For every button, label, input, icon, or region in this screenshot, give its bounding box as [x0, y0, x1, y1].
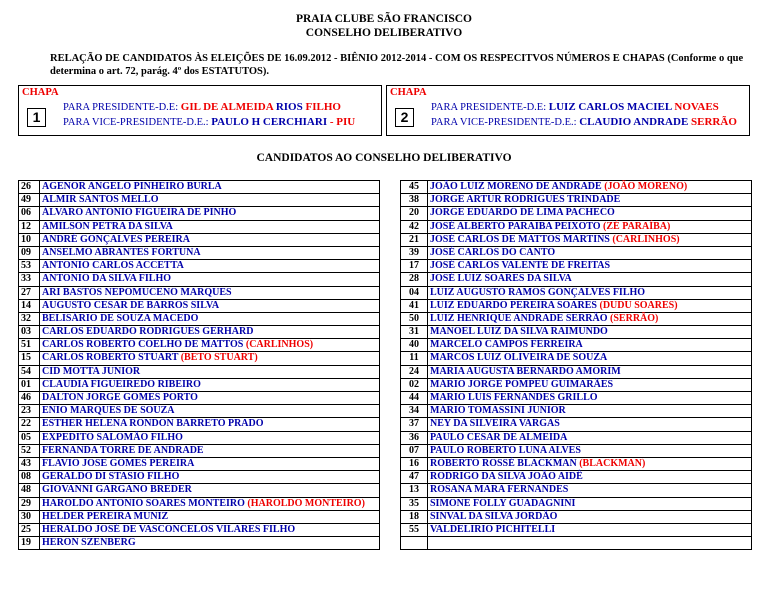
- candidate-number: 41: [401, 299, 428, 312]
- candidate-number: 37: [401, 418, 428, 431]
- candidate-name: AGENOR ANGELO PINHEIRO BURLA: [42, 181, 222, 192]
- candidate-name: CID MOTTA JUNIOR: [42, 365, 141, 377]
- candidate-name-cell: [40, 352, 380, 365]
- chapa-1-number: 1: [27, 108, 46, 127]
- candidate-number: 38: [401, 194, 428, 207]
- table-row: [401, 260, 752, 273]
- candidate-nickname: (BETO STUART): [180, 352, 258, 364]
- table-row: [401, 220, 752, 233]
- candidate-number: 32: [19, 312, 40, 325]
- candidate-name-cell: [428, 246, 752, 259]
- candidate-number: 05: [19, 431, 40, 444]
- candidate-name: AUGUSTO CESAR DE BARROS SILVA: [42, 299, 220, 311]
- candidate-number: 20: [401, 207, 428, 220]
- table-row: [401, 378, 752, 391]
- candidate-number: 09: [19, 246, 40, 259]
- table-row: [19, 431, 380, 444]
- candidate-nickname: (ZÉ PARAÍBA): [603, 220, 671, 232]
- table-row: [19, 286, 380, 299]
- candidate-number: 51: [19, 339, 40, 352]
- candidate-name-cell: [40, 405, 380, 418]
- table-row: [19, 392, 380, 405]
- chapa-2-president-line: [431, 101, 719, 113]
- candidate-name: JOSÉ CARLOS DE MATTOS MARTINS: [430, 233, 613, 245]
- table-row: [401, 484, 752, 497]
- candidate-name: MARCELO CAMPOS FERREIRA: [430, 339, 583, 351]
- candidate-name: ALMIR SANTOS MELLO: [42, 194, 159, 206]
- candidate-name: MARCOS LUIZ OLIVEIRA DE SOUZA: [430, 352, 608, 364]
- candidate-nickname: (BLACKMAN): [579, 457, 646, 469]
- candidate-name-cell: [40, 378, 380, 391]
- candidate-name-cell: [428, 194, 752, 207]
- candidate-name-cell: [40, 444, 380, 457]
- candidate-name: FLAVIO JOSE GOMES PEREIRA: [42, 457, 195, 469]
- candidate-number: 35: [401, 497, 428, 510]
- candidates-title: CANDIDATOS AO CONSELHO DELIBERATIVO: [256, 152, 512, 164]
- table-row: [401, 326, 752, 339]
- table-row: [19, 299, 380, 312]
- candidate-name-cell: [40, 523, 380, 536]
- candidate-name: JOSÉ LUIZ SOARES DA SILVA: [430, 273, 572, 285]
- candidate-name-cell: [428, 365, 752, 378]
- candidate-number: 13: [401, 484, 428, 497]
- table-row: [19, 194, 380, 207]
- chapa-1-vice-line: [63, 116, 355, 128]
- candidate-name: JOSÉ CARLOS DO CANTO: [430, 246, 556, 258]
- table-row: [401, 233, 752, 246]
- candidate-name-cell: [428, 431, 752, 444]
- vice-name-highlight: SERRÃO: [691, 116, 737, 128]
- candidate-name-cell: [428, 471, 752, 484]
- table-row: [19, 497, 380, 510]
- candidate-number: 25: [19, 523, 40, 536]
- candidate-number: 28: [401, 273, 428, 286]
- candidate-nickname: (JOÃO MORENO): [604, 181, 688, 192]
- candidate-name-cell: [428, 299, 752, 312]
- table-row: [401, 312, 752, 325]
- candidate-name-cell: [428, 457, 752, 470]
- candidate-number: 16: [401, 457, 428, 470]
- candidate-number: 36: [401, 431, 428, 444]
- table-row: [19, 444, 380, 457]
- candidate-number: 48: [19, 484, 40, 497]
- table-row: [19, 233, 380, 246]
- candidate-number: 23: [19, 405, 40, 418]
- candidate-name-cell: [428, 418, 752, 431]
- president-name-rest: FILHO: [302, 101, 341, 113]
- candidate-name-cell: [40, 484, 380, 497]
- table-row: [19, 365, 380, 378]
- table-row: [19, 484, 380, 497]
- candidate-name: PAULO ROBERTO LUNA ALVES: [430, 444, 581, 456]
- table-row: [401, 352, 752, 365]
- vice-role-label: PARA VICE-PRESIDENTE-D.E.:: [431, 117, 580, 128]
- table-row: [19, 220, 380, 233]
- candidate-name-cell: [428, 510, 752, 523]
- candidate-name-cell: [428, 497, 752, 510]
- intro-text: RELAÇÃO DE CANDIDATOS ÀS ELEIÇÕES DE 16.09.2012 - BIÊNIO 2012-2014 - COM OS RESPECITVOS NÚMEROS E CHAPAS (Conforme o que determina o art. 72, parág. 4º dos ESTATUTOS).: [50, 53, 744, 77]
- candidate-name: MÁRIO JORGE POMPEU GUIMARÃES: [430, 378, 614, 390]
- candidate-name: ANTONIO DA SILVA FILHO: [42, 273, 172, 285]
- candidate-name-cell: [428, 352, 752, 365]
- table-row: [401, 497, 752, 510]
- candidate-name: ROSANA MARA FERNANDES: [430, 484, 569, 496]
- candidates-table-right: [400, 180, 752, 550]
- candidate-number: 40: [401, 339, 428, 352]
- president-name-highlight: NOVAES: [674, 101, 719, 113]
- candidate-number: [401, 537, 428, 550]
- candidate-name: SIMONE FOLLY GUADAGNINI: [430, 497, 576, 509]
- table-row: [401, 392, 752, 405]
- candidate-name-cell: [428, 484, 752, 497]
- table-row: [401, 273, 752, 286]
- candidate-name: MÁRIO TOMASSINI JUNIOR: [430, 405, 566, 417]
- candidate-name-cell: [40, 220, 380, 233]
- vice-name: PAULO H CERCHIARI: [211, 116, 328, 128]
- org-title: PRAIA CLUBE SÃO FRANCISCO: [295, 13, 473, 25]
- candidate-name-cell: [40, 537, 380, 550]
- candidate-name: VALDELIRIO PICHITELLI: [430, 523, 556, 535]
- table-row: [19, 352, 380, 365]
- candidate-number: 46: [19, 392, 40, 405]
- candidate-name-cell: [40, 246, 380, 259]
- table-row: [401, 339, 752, 352]
- candidate-name-cell: [40, 431, 380, 444]
- candidate-nickname: (CARLINHOS): [612, 233, 680, 245]
- table-row: [19, 537, 380, 550]
- candidate-number: 04: [401, 286, 428, 299]
- candidate-name-cell: [40, 471, 380, 484]
- table-row: [401, 286, 752, 299]
- candidate-number: 43: [19, 457, 40, 470]
- table-row: [401, 181, 752, 194]
- candidate-name: LUIZ EDUARDO PEREIRA SOARES: [430, 299, 600, 311]
- candidate-name-cell: [40, 326, 380, 339]
- candidate-number: 18: [401, 510, 428, 523]
- table-row: [401, 510, 752, 523]
- candidate-name-cell: [40, 497, 380, 510]
- candidate-name-cell: [428, 392, 752, 405]
- candidate-name-cell: [40, 181, 380, 194]
- candidate-name: GERALDO DI STASIO FILHO: [42, 471, 180, 483]
- candidate-name-cell: [428, 339, 752, 352]
- candidate-number: 12: [19, 220, 40, 233]
- candidate-name-cell: [428, 220, 752, 233]
- candidate-number: 27: [19, 286, 40, 299]
- candidate-number: 21: [401, 233, 428, 246]
- candidate-number: 54: [19, 365, 40, 378]
- table-row: [19, 312, 380, 325]
- candidate-number: 31: [401, 326, 428, 339]
- candidate-number: 55: [401, 523, 428, 536]
- candidate-name: AMILSON PETRA DA SILVA: [42, 220, 173, 232]
- president-name: LUIZ CARLOS MACIEL: [548, 101, 675, 113]
- table-row: [401, 537, 752, 550]
- candidate-name-cell: [428, 286, 752, 299]
- candidate-number: 22: [19, 418, 40, 431]
- candidate-number: 34: [401, 405, 428, 418]
- candidate-name-cell: [428, 181, 752, 194]
- candidate-name-cell: [428, 523, 752, 536]
- candidates-table-left: [18, 180, 380, 550]
- table-row: [401, 471, 752, 484]
- candidate-number: 07: [401, 444, 428, 457]
- table-row: [19, 339, 380, 352]
- candidate-name: MANOEL LUIZ DA SILVA RAIMUNDO: [430, 326, 608, 338]
- candidate-name: JOÃO LUIZ MORENO DE ANDRADE: [430, 181, 605, 192]
- candidate-name: LUIZ AUGUSTO RAMOS GONÇALVES FILHO: [430, 286, 646, 298]
- candidate-name-cell: [428, 207, 752, 220]
- candidate-number: 33: [19, 273, 40, 286]
- candidate-name: HERALDO JOSÉ DE VASCONCELOS VILARES FILHO: [42, 523, 296, 535]
- table-row: [19, 510, 380, 523]
- chapa-2-number: 2: [395, 108, 414, 127]
- candidate-name: PAULO CESAR DE ALMEIDA: [430, 431, 568, 443]
- table-row: [19, 260, 380, 273]
- candidate-name-cell: [40, 457, 380, 470]
- candidate-name: HELDER PEREIRA MUNIZ: [42, 510, 169, 522]
- candidate-number: 26: [19, 181, 40, 194]
- table-row: [19, 405, 380, 418]
- candidate-name: EXPEDITO SALOMÃO FILHO: [42, 431, 183, 443]
- candidate-number: 01: [19, 378, 40, 391]
- vice-name-highlight: - PIU: [327, 116, 356, 128]
- chapa-2-vice-line: [431, 116, 737, 128]
- table-row: [19, 207, 380, 220]
- table-row: [19, 273, 380, 286]
- candidate-name-cell: [428, 312, 752, 325]
- candidate-name: NEY DA SILVEIRA VARGAS: [430, 418, 560, 430]
- candidate-number: 52: [19, 444, 40, 457]
- candidate-number: 45: [401, 181, 428, 194]
- candidate-name-cell: [428, 378, 752, 391]
- table-row: [401, 207, 752, 220]
- table-row: [401, 418, 752, 431]
- candidate-number: 50: [401, 312, 428, 325]
- candidate-name-cell: [428, 273, 752, 286]
- president-name: GIL DE ALMEIDA: [180, 101, 276, 113]
- candidate-name: SINVAL DA SILVA JORDÃO: [430, 510, 558, 522]
- candidate-name-cell: [428, 326, 752, 339]
- candidate-nickname: (SERRÃO): [610, 312, 659, 324]
- candidate-name-cell: [40, 194, 380, 207]
- vice-role-label: PARA VICE-PRESIDENTE-D.E.:: [63, 117, 212, 128]
- candidate-name: HERON SZENBERG: [42, 537, 136, 549]
- chapa-2-box: [386, 85, 750, 136]
- candidate-name: GIOVANNI GARGANO BREDER: [42, 484, 192, 496]
- council-title: CONSELHO DELIBERATIVO: [305, 27, 463, 39]
- table-row: [401, 299, 752, 312]
- candidate-number: 24: [401, 365, 428, 378]
- table-row: [401, 405, 752, 418]
- candidate-number: 42: [401, 220, 428, 233]
- president-role-label: PARA PRESIDENTE-D.E:: [63, 102, 181, 113]
- table-row: [19, 523, 380, 536]
- candidate-number: 19: [19, 537, 40, 550]
- candidate-name-cell: [40, 299, 380, 312]
- candidate-name: RODRIGO DA SILVA JOÃO AIDÊ: [430, 471, 583, 483]
- president-role-label: PARA PRESIDENTE-D.E:: [431, 102, 549, 113]
- candidate-name: CARLOS EDUARDO RODRIGUES GERHARD: [42, 326, 254, 338]
- candidate-name-cell: [428, 444, 752, 457]
- table-row: [19, 326, 380, 339]
- candidate-nickname: (CARLINHOS): [245, 339, 314, 351]
- candidate-nickname: (HAROLDO MONTEIRO): [247, 497, 365, 509]
- candidate-name: BELISÁRIO DE SOUZA MACEDO: [42, 312, 199, 324]
- candidate-name: CLAUDIA FIGUEIREDO RIBEIRO: [42, 378, 201, 390]
- candidate-number: 47: [401, 471, 428, 484]
- chapa-1-president-line: [63, 101, 341, 113]
- candidate-number: 03: [19, 326, 40, 339]
- candidate-number: 02: [401, 378, 428, 391]
- candidate-number: 53: [19, 260, 40, 273]
- chapa-2-title: CHAPA: [390, 87, 427, 98]
- chapa-1-box: [18, 85, 382, 136]
- candidate-name: ANTONIO CARLOS ACCETTA: [42, 260, 184, 272]
- candidate-name-cell: [40, 207, 380, 220]
- candidate-nickname: (DUDU SOARES): [599, 299, 678, 311]
- candidate-name: LUIZ HENRIQUE ANDRADE SERRÃO: [430, 312, 611, 324]
- vice-name: CLAUDIO ANDRADE: [579, 116, 692, 128]
- candidate-name: MARIA AUGUSTA BERNARDO AMORIM: [430, 365, 621, 377]
- table-row: [401, 523, 752, 536]
- candidate-name: CARLOS ROBERTO STUART: [42, 352, 181, 364]
- candidate-number: 44: [401, 392, 428, 405]
- candidate-name: JOSÉ CARLOS VALENTE DE FREITAS: [430, 260, 611, 272]
- table-row: [401, 444, 752, 457]
- candidate-name-cell: [40, 392, 380, 405]
- candidate-name: ÁLVARO ANTONIO FIGUEIRA DE PINHO: [42, 207, 237, 219]
- table-row: [19, 471, 380, 484]
- candidate-name-cell: [40, 418, 380, 431]
- candidate-name-cell: [428, 537, 752, 550]
- candidate-name: JORGE ARTUR RODRIGUES TRINDADE: [430, 194, 621, 206]
- candidate-name-cell: [40, 260, 380, 273]
- candidate-name-cell: [40, 286, 380, 299]
- table-row: [401, 431, 752, 444]
- table-row: [401, 457, 752, 470]
- table-row: [19, 181, 380, 194]
- table-row: [401, 365, 752, 378]
- president-name-highlight: RIOS: [275, 101, 303, 113]
- table-row: [19, 378, 380, 391]
- candidate-number: 06: [19, 207, 40, 220]
- chapa-1-title: CHAPA: [22, 87, 59, 98]
- candidate-name: ARI BASTOS NEPOMUCENO MARQUES: [42, 286, 232, 298]
- candidate-name-cell: [40, 339, 380, 352]
- table-row: [19, 457, 380, 470]
- candidate-name: CARLOS ROBERTO COELHO DE MATTOS: [42, 339, 246, 351]
- candidate-name: MARIO LUIS FERNANDES GRILLO: [430, 392, 598, 403]
- candidate-name-cell: [40, 510, 380, 523]
- table-row: [19, 418, 380, 431]
- candidate-name: JORGE EDUARDO DE LIMA PACHECO: [430, 207, 615, 219]
- candidate-number: 29: [19, 497, 40, 510]
- candidate-number: 17: [401, 260, 428, 273]
- table-row: [19, 246, 380, 259]
- candidate-number: 08: [19, 471, 40, 484]
- candidate-name: ESTHER HELENA RONDON BARRETO PRADO: [42, 418, 264, 430]
- candidate-name: FERNANDA TORRE DE ANDRADE: [42, 444, 204, 456]
- candidate-name-cell: [40, 312, 380, 325]
- candidate-name: HAROLDO ANTONIO SOARES MONTEIRO: [42, 497, 248, 509]
- candidate-name: ANDRÉ GONÇALVES PEREIRA: [42, 233, 190, 245]
- candidate-name: ENIO MARQUES DE SOUZA: [42, 405, 175, 417]
- candidate-name: ANSELMO ABRANTES FORTUNA: [42, 246, 201, 258]
- candidate-name-cell: [428, 405, 752, 418]
- candidate-number: 49: [19, 194, 40, 207]
- table-row: [401, 194, 752, 207]
- candidate-name-cell: [428, 260, 752, 273]
- candidate-number: 14: [19, 299, 40, 312]
- candidate-name: ROBERTO ROSSÉ BLACKMAN: [430, 457, 580, 469]
- candidate-name-cell: [40, 365, 380, 378]
- candidate-number: 15: [19, 352, 40, 365]
- candidate-name-cell: [428, 233, 752, 246]
- candidate-number: 10: [19, 233, 40, 246]
- candidate-name-cell: [40, 273, 380, 286]
- table-row: [401, 246, 752, 259]
- candidate-name-cell: [40, 233, 380, 246]
- candidate-number: 39: [401, 246, 428, 259]
- candidate-name: JOSÉ ALBERTO PARAIBA PEIXOTO: [430, 220, 604, 232]
- candidate-number: 30: [19, 510, 40, 523]
- candidate-name: DALTON JORGE GOMES PORTO: [42, 392, 198, 403]
- candidate-number: 11: [401, 352, 428, 365]
